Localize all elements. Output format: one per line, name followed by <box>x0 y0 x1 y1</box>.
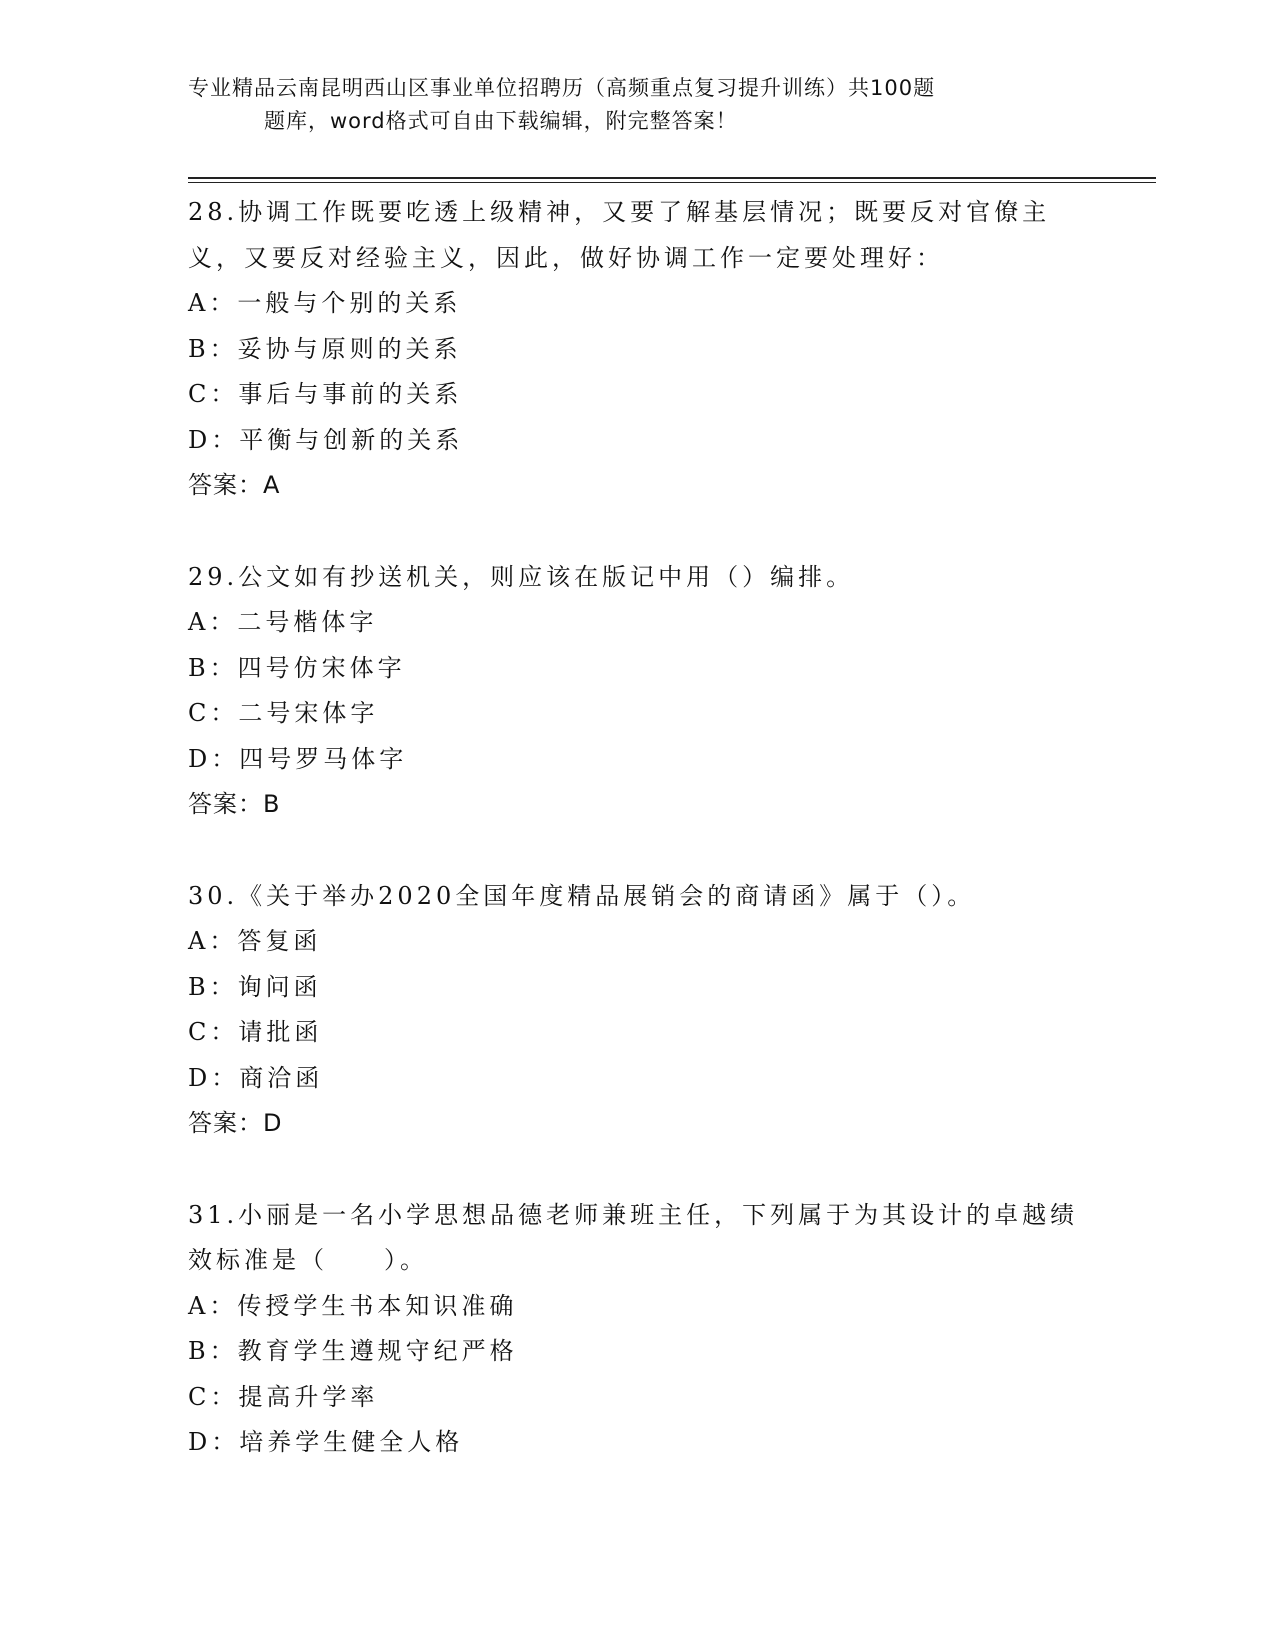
header-title-line2: 题库，word格式可自由下载编辑，附完整答案！ <box>264 109 738 133</box>
option-b: B：询问函 <box>188 972 322 1001</box>
option-d: D：四号罗马体字 <box>188 744 408 773</box>
option-c: C：提高升学率 <box>188 1382 379 1411</box>
option-a: A：传授学生书本知识准确 <box>188 1291 518 1320</box>
answer-label: 答案：D <box>188 1109 283 1137</box>
header-rule-thick <box>188 177 1156 179</box>
option-b: B：教育学生遵规守纪严格 <box>188 1337 518 1365</box>
option-d: D：平衡与创新的关系 <box>188 425 464 454</box>
answer-label: 答案：B <box>188 790 281 818</box>
option-b: B：妥协与原则的关系 <box>188 334 462 363</box>
option-d: D：商洽函 <box>188 1063 324 1092</box>
option-c: C：二号宋体字 <box>188 699 379 727</box>
header-rule-thin <box>188 182 1156 183</box>
option-c: C：事后与事前的关系 <box>188 380 463 408</box>
document-header <box>188 72 1048 138</box>
option-a: A：二号楷体字 <box>188 608 378 636</box>
header-title-line1: 专业精品云南昆明西山区事业单位招聘历（高频重点复习提升训练）共100题 <box>188 76 936 100</box>
question-stem: 31.小丽是一名小学思想品德老师兼班主任，下列属于为其设计的卓越绩效标准是（ ）。 <box>188 1200 1079 1274</box>
question-stem: 30.《关于举办2020全国年度精品展销会的商请函》属于（）。 <box>188 881 976 910</box>
option-b: B：四号仿宋体字 <box>188 653 406 682</box>
question-list <box>188 190 1088 1512</box>
question-31 <box>188 1193 1088 1466</box>
question-stem: 28.协调工作既要吃透上级精神，又要了解基层情况；既要反对官僚主义，又要反对经验主义，因此，做好协调工作一定要处理好： <box>188 198 1051 272</box>
option-a: A：一般与个别的关系 <box>188 289 462 317</box>
question-28 <box>188 190 1088 509</box>
option-c: C：请批函 <box>188 1018 323 1046</box>
question-29 <box>188 555 1088 828</box>
question-stem: 29.公文如有抄送机关，则应该在版记中用（）编排。 <box>188 562 855 591</box>
option-a: A：答复函 <box>188 927 322 955</box>
answer-label: 答案：A <box>188 471 281 499</box>
option-d: D：培养学生健全人格 <box>188 1428 464 1456</box>
question-30 <box>188 874 1088 1147</box>
